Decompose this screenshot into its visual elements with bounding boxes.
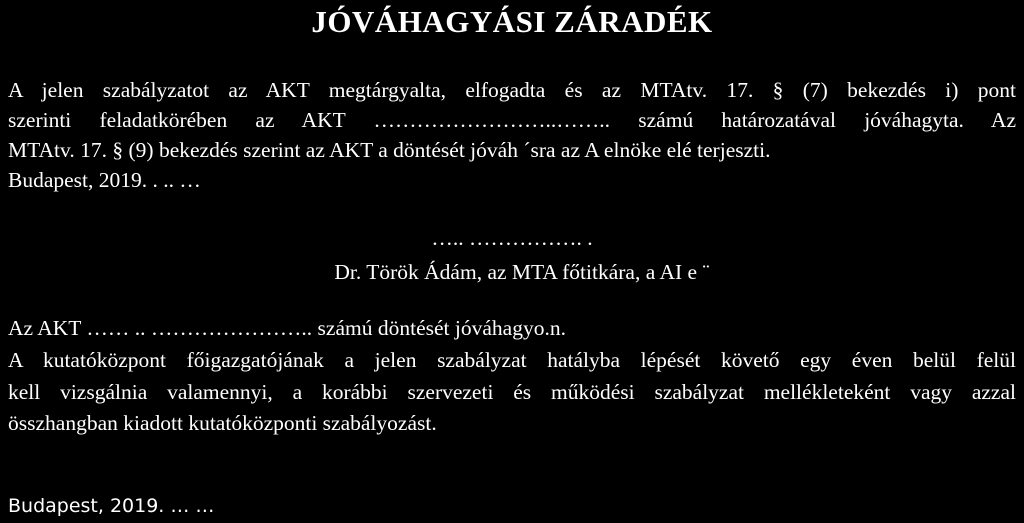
paragraph1-line-3: MTAtv. 17. § (9) bekezdés szerint az AKT a döntését jóváh ´sra az A elnöke elé terjeszti.	[8, 138, 771, 162]
footer-date: Budapest, 2019. … …	[8, 495, 215, 517]
paragraph1-line-4: Budapest, 2019. . .. …	[8, 168, 201, 192]
paragraph2-line-4: összhangban kiadott kutatóközponti szabályozást.	[8, 411, 437, 435]
signature-name: Dr. Török Ádám, az MTA főtitkára, a AI e ¨	[334, 260, 710, 284]
paragraph2-line-3: kell vizsgálnia valamennyi, a korábbi szervezeti és működési szabályzat mellékleteként vagy azzal	[8, 380, 1016, 404]
paragraph2-line-1: Az AKT …… .. ………………….. számú döntését jóváhagyo.n.	[8, 316, 566, 340]
paragraph1-line-1: A jelen szabályzatot az AKT megtárgyalta, elfogadta és az MTAtv. 17. § (7) bekezdés i) pont	[8, 78, 1016, 102]
signature-dots: ….. ……………. .	[431, 226, 593, 250]
paragraph1-line-2: szerinti feladatkörében az AKT ……………………..…….. számú határozatával jóváhagyta. Az	[8, 108, 1016, 132]
document-title: JÓVÁHAGYÁSI ZÁRADÉK	[311, 4, 713, 39]
paragraph2-line-2: A kutatóközpont főigazgatójának a jelen szabályzat hatályba lépését követő egy éven belül felül	[8, 348, 1016, 372]
